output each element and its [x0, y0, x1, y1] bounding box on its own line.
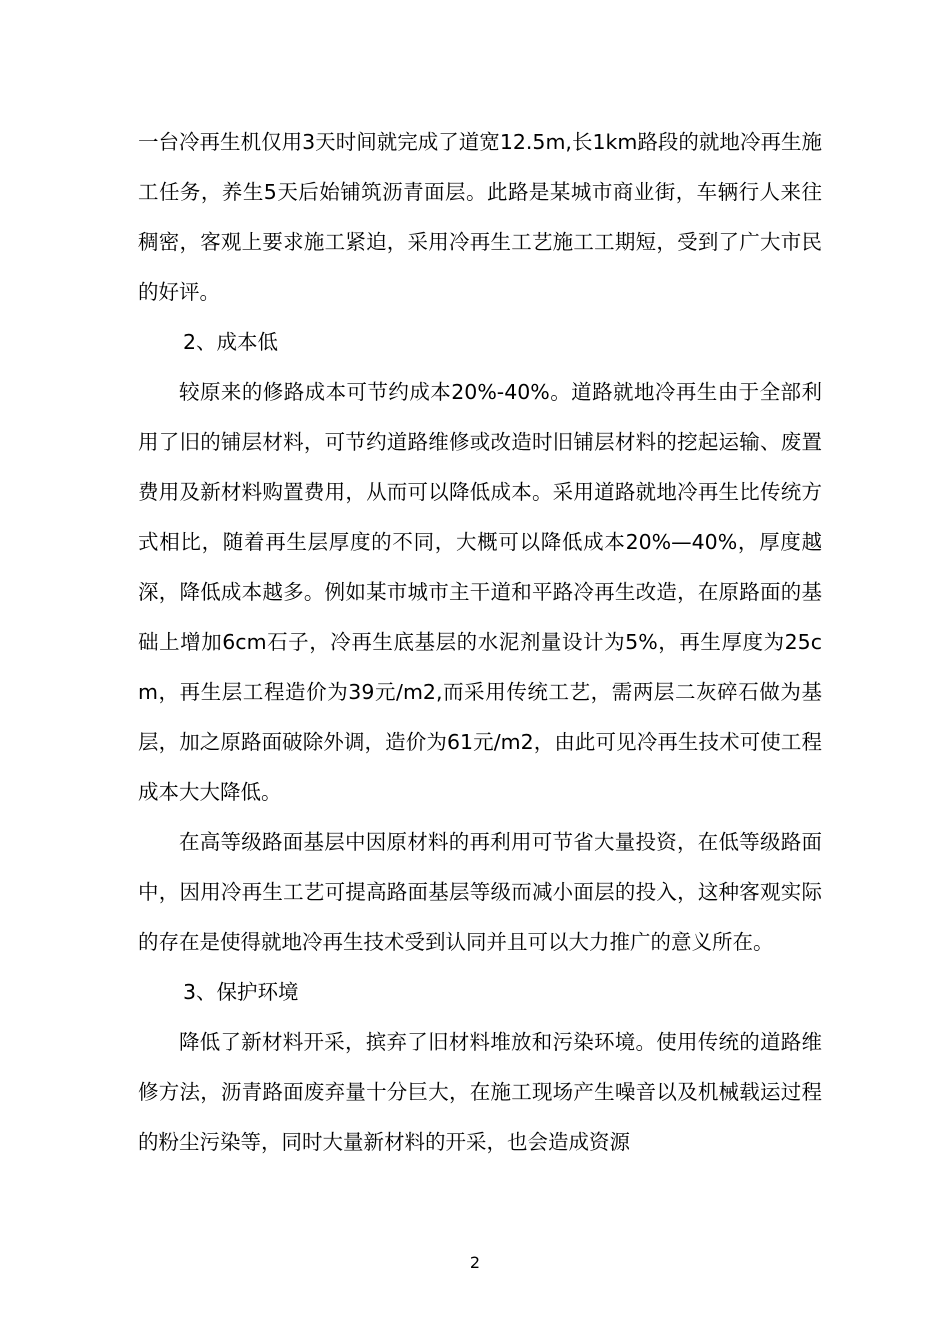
- heading-low-cost: 2、成本低: [183, 330, 279, 354]
- paragraph-environment: 降低了新材料开采，摈弃了旧材料堆放和污染环境。使用传统的道路维修方法，沥青路面废弃量十分巨大，在施工现场产生噪音以及机械载运过程的粉尘污染等，同时大量新材料的开采，也会造成资源: [138, 1030, 822, 1154]
- body-text: [138, 117, 822, 1167]
- paragraph-cost-savings: 较原来的修路成本可节约成本20%-40%。道路就地冷再生由于全部利用了旧的铺层材料，可节约道路维修或改造时旧铺层材料的挖起运输、废置费用及新材料购置费用，从而可以降低成本。采用道路就地冷再生比传统方式相比，随着再生层厚度的不同，大概可以降低成本20%—40%，厚度越深，降低成本越多。例如某市城市主干道和平路冷再生改造，在原路面的基础上增加6cm石子，冷再生底基层的水泥剂量设计为5%，再生厚度为25cm，再生层工程造价为39元/m2,而采用传统工艺，需两层二灰碎石做为基层，加之原路面破除外调，造价为61元/m2，由此可见冷再生技术可使工程成本大大降低。: [138, 380, 822, 804]
- heading-environment: 3、保护环境: [183, 980, 299, 1004]
- page-number: 2: [469, 1253, 481, 1272]
- paragraph-investment: 在高等级路面基层中因原材料的再利用可节省大量投资，在低等级路面中，因用冷再生工艺可提高路面基层等级而减小面层的投入，这种客观实际的存在是使得就地冷再生技术受到认同并且可以大力推广的意义所在。: [138, 830, 822, 954]
- paragraph-construction-speed: 一台冷再生机仅用3天时间就完成了道宽12.5m,长1km路段的就地冷再生施工任务，养生5天后始铺筑沥青面层。此路是某城市商业街，车辆行人来往稠密，客观上要求施工紧迫，采用冷再生工艺施工工期短，受到了广大市民的好评。: [138, 130, 822, 304]
